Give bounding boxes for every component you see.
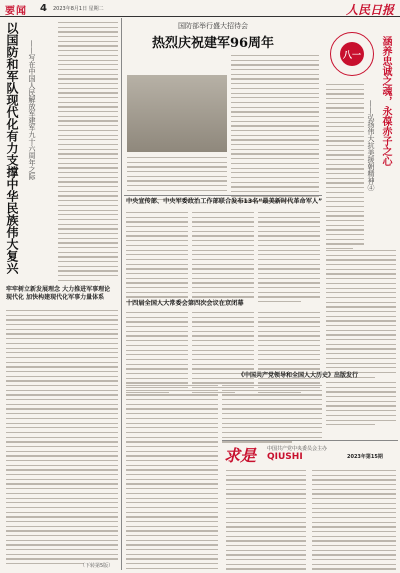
left-article-title[interactable]: 以国防和军队现代化有力支撑中华民族伟大复兴 [5,22,19,274]
left-article-body-bottom [6,310,118,568]
page-header [0,0,400,17]
ad-divider [222,440,398,441]
center-bottom-body-b [192,312,254,396]
center-mid-body-b [192,212,254,306]
qiushi-publisher: 中国共产党中央委员会主办 [267,446,328,452]
left-article-subtitle: ——写在中国人民解放军建军九十六周年之际 [28,40,36,180]
section-divider [124,195,322,196]
qiushi-issue: 2023年第15期 [347,454,383,460]
center-bottom-headline[interactable]: 十四届全国人大常委会第四次会议在京闭幕 [126,300,244,307]
emblem-icon [330,32,374,76]
center-lower-body-b [222,385,322,446]
page-number: 4 [40,3,47,14]
center-bottom-body-a [126,312,188,396]
right-article-title[interactable]: 涵养忠诚之魂，永葆赤子之心 [380,36,391,166]
qiushi-brand: QIUSHI [267,452,303,462]
right-article-body-2 [326,250,396,381]
qiushi-ad-header [222,443,397,465]
center-top-headline[interactable]: 热烈庆祝建军96周年 [151,36,275,51]
right-article-subtitle: ——弘扬伟大抗美援朝精神④ [367,100,375,191]
notice-body [326,382,396,429]
center-top-body-b [231,55,319,205]
section-name: 要闻 [5,6,27,17]
qiushi-toc-right [312,470,396,573]
center-mid-headline[interactable]: 中央宣传部、中央军委政治工作部联合发布13名“最美新时代革命军人” [126,198,323,205]
column-divider [121,18,122,570]
center-bottom-body-c [258,312,320,396]
right-article-body [326,84,364,253]
left-article-subhead: 牢牢树立新发展理念 大力推进军事理论现代化 加快构建现代化军事力量体系 [6,286,111,301]
center-mid-body-a [126,212,188,306]
center-top-body-a [127,157,227,204]
left-article-body-top [58,22,118,285]
qiushi-logo: 求是 [224,446,257,465]
dateline: 2023年8月1日 星期二 [53,6,104,12]
center-top-kicker: 国防部举行盛大招待会 [178,22,248,30]
news-photo [127,75,227,152]
qiushi-toc-left [226,470,306,573]
center-lower-body-a [126,385,218,573]
publication-notice[interactable]: 《中国共产党领导和全国人大历史》出版发行 [238,372,359,379]
left-article-continued: （下转第5版） [80,563,114,569]
center-mid-body-c [258,212,320,306]
emblem-label: 八一 [340,42,364,66]
masthead-logo: 人民日报 [345,3,394,17]
